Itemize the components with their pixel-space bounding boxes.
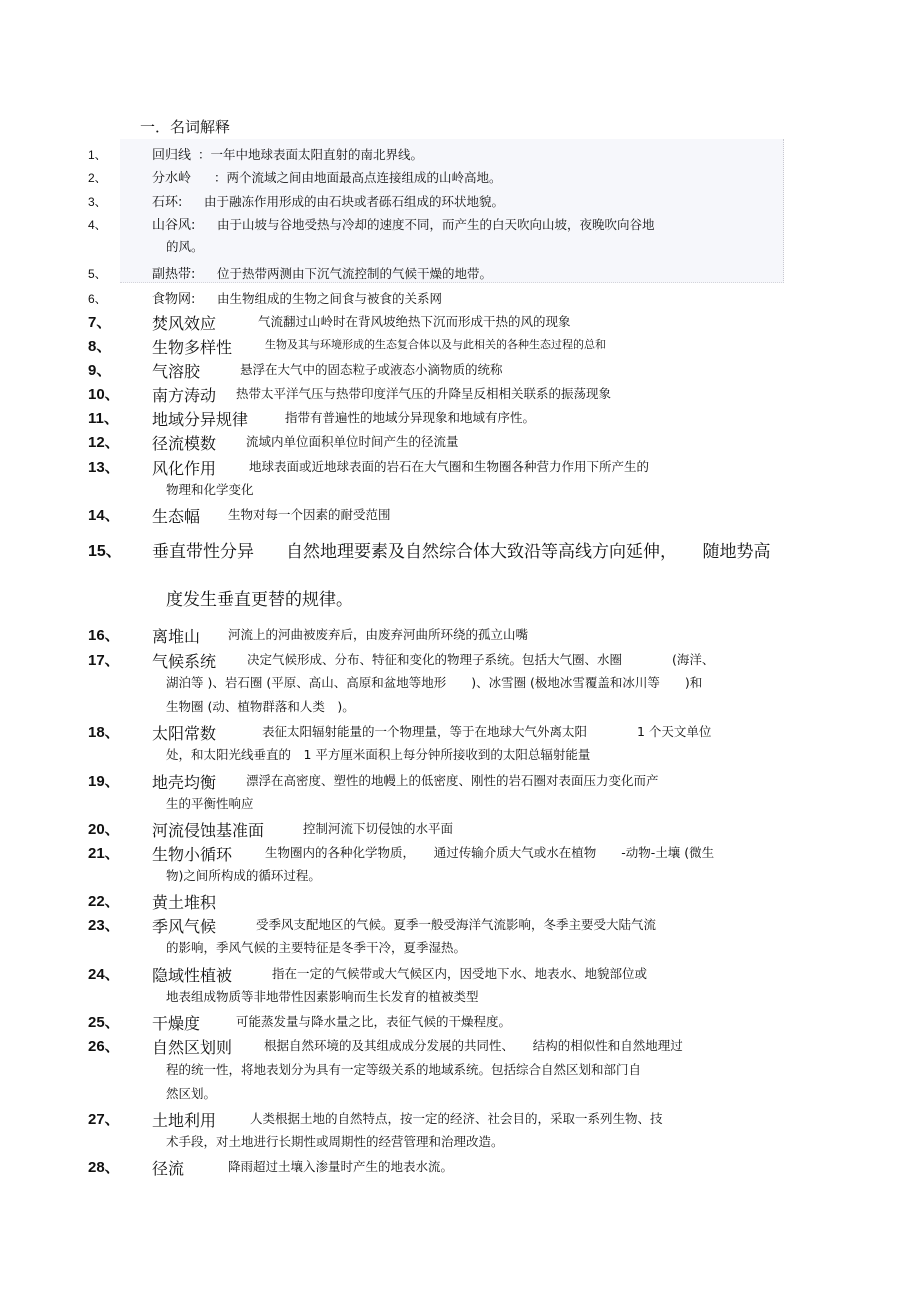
entry-definition: 地球表面或近地球表面的岩石在大气圈和生物圈各种营力作用下所产生的 — [249, 459, 650, 474]
entry-number: 13、 — [88, 459, 120, 476]
entry-term: 副热带: — [152, 267, 196, 282]
entry-term: 季风气候 — [152, 917, 217, 936]
entry-definition-continued: 物理和化学变化 — [166, 482, 254, 497]
entry-term: 垂直带性分异 — [152, 542, 254, 562]
entry-definition: 由生物组成的生物之间食与被食的关系网 — [217, 291, 443, 306]
entry-number: 22、 — [88, 893, 120, 910]
entry-number: 17、 — [88, 652, 120, 669]
entry-number: 2、 — [88, 171, 107, 185]
entry-definition: 漂浮在高密度、塑性的地幔上的低密度、刚性的岩石圈对表面压力变化而产 — [246, 773, 659, 788]
entry-number: 11、 — [88, 410, 119, 427]
entry-definition-continued: 处，和太阳光线垂直的 1 平方厘米面积上每分钟所接收到的太阳总辐射能量 — [166, 747, 591, 762]
entry-term: 黄土堆积 — [152, 893, 217, 912]
entry-term: 生态幅 — [152, 507, 201, 526]
entry-term: 生物小循环 — [152, 845, 233, 864]
entry-term: 气溶胶 — [152, 362, 201, 381]
entry-definition-continued: 物)之间所构成的循环过程。 — [166, 868, 321, 883]
entry-definition-continued: 的风。 — [166, 239, 204, 254]
entry-definition: 由于山坡与谷地受热与冷却的速度不同，而产生的白天吹向山坡，夜晚吹向谷地 — [217, 217, 655, 232]
entry-number: 7、 — [88, 314, 112, 331]
entry-number: 6、 — [88, 292, 107, 306]
entry-number: 19、 — [88, 773, 120, 790]
entry-term: 径流模数 — [152, 434, 217, 453]
entry-number: 21、 — [88, 845, 120, 862]
entry-number: 10、 — [88, 386, 120, 403]
entry-definition: 生物圈内的各种化学物质， 通过传输介质大气或水在植物 -动物-土壤 (微生 — [265, 845, 715, 860]
entry-definition-continued: 然区划。 — [166, 1086, 217, 1101]
entry-number: 3、 — [88, 195, 107, 209]
entry-definition: 降雨超过土壤入渗量时产生的地表水流。 — [228, 1159, 454, 1174]
entry-number: 9、 — [88, 362, 112, 379]
entry-term: 隐域性植被 — [152, 966, 233, 985]
entry-term: 焚风效应 — [152, 314, 217, 333]
entry-definition-continued: 度发生垂直更替的规律。 — [166, 590, 353, 610]
entry-number: 27、 — [88, 1111, 120, 1128]
entry-number: 14、 — [88, 507, 120, 524]
entry-definition-continued: 的影响，季风气候的主要特征是冬季干冷，夏季湿热。 — [166, 940, 467, 955]
entry-definition-continued: 地表组成物质等非地带性因素影响而生长发育的植被类型 — [166, 989, 479, 1004]
entry-number: 5、 — [88, 267, 107, 281]
entry-number: 1、 — [88, 148, 107, 162]
entry-definition: 生物及其与环境形成的生态复合体以及与此相关的各种生态过程的总和 — [265, 338, 606, 351]
entry-term: 风化作用 — [152, 459, 217, 478]
entry-number: 18、 — [88, 724, 120, 741]
entry-definition: 可能蒸发量与降水量之比，表征气候的干燥程度。 — [236, 1014, 512, 1029]
entry-term: 食物网: — [152, 292, 196, 307]
entry-term: 干燥度 — [152, 1014, 201, 1033]
entry-definition-continued: 术手段，对土地进行长期性或周期性的经营管理和治理改造。 — [166, 1134, 504, 1149]
entry-definition: ：两个流域之间由地面最高点连接组成的山岭高地。 — [214, 170, 502, 185]
entry-definition: 悬浮在大气中的固态粒子或液态小滴物质的统称 — [240, 362, 503, 377]
entry-number: 20、 — [88, 821, 120, 838]
entry-term: 南方涛动 — [152, 386, 217, 405]
entry-term: 分水岭 — [152, 171, 192, 186]
entry-number: 4、 — [88, 218, 107, 232]
entry-definition: 决定气候形成、分布、特征和变化的物理子系统。包括大气圈、水圈 (海洋、 — [247, 652, 715, 667]
entry-definition-continued: 程的统一性，将地表划分为具有一定等级关系的地域系统。包括综合自然区划和部门自 — [166, 1062, 642, 1077]
entry-term: 生物多样性 — [152, 338, 233, 357]
entry-number: 8、 — [88, 338, 112, 355]
entry-definition: ：一年中地球表面太阳直射的南北界线。 — [198, 147, 424, 162]
entry-definition: 河流上的河曲被废弃后，由废弃河曲所环绕的孤立山嘴 — [228, 627, 529, 642]
entry-term: 太阳常数 — [152, 724, 217, 743]
entry-definition: 指带有普遍性的地域分异现象和地域有序性。 — [285, 410, 536, 425]
entry-definition: 控制河流下切侵蚀的水平面 — [303, 821, 454, 836]
entry-term: 地域分异规律 — [152, 410, 249, 429]
entry-definition: 由于融冻作用形成的由石块或者砾石组成的环状地貌。 — [204, 194, 505, 209]
entry-definition: 生物对每一个因素的耐受范围 — [228, 507, 391, 522]
entry-number: 25、 — [88, 1014, 120, 1031]
entry-number: 16、 — [88, 627, 120, 644]
entry-term: 回归线 — [152, 148, 192, 163]
entry-definition: 指在一定的气候带或大气候区内，因受地下水、地表水、地貌部位或 — [272, 966, 648, 981]
entry-number: 26、 — [88, 1038, 120, 1055]
entry-number: 24、 — [88, 966, 120, 983]
section-title: 一．名词解释 — [140, 118, 231, 136]
entry-term: 石环: — [152, 195, 183, 210]
entry-number: 15、 — [88, 543, 122, 560]
entry-definition: 人类根据土地的自然特点，按一定的经济、社会目的，采取一系列生物、技 — [250, 1111, 663, 1126]
entry-definition: 热带太平洋气压与热带印度洋气压的升降呈反相相关联系的振荡现象 — [236, 386, 612, 401]
entry-term: 径流 — [152, 1159, 185, 1178]
entry-term: 土地利用 — [152, 1111, 217, 1130]
entry-term: 河流侵蚀基准面 — [152, 821, 265, 840]
entry-term: 气候系统 — [152, 652, 217, 671]
entry-definition: 自然地理要素及自然综合体大致沿等高线方向延伸， 随地势高 — [286, 542, 771, 562]
entry-definition: 根据自然环境的及其组成成分发展的共同性、 结构的相似性和自然地理过 — [264, 1038, 683, 1053]
entry-number: 12、 — [88, 434, 120, 451]
entry-definition: 位于热带两测由下沉气流控制的气候干燥的地带。 — [217, 266, 493, 281]
entry-term: 地壳均衡 — [152, 773, 217, 792]
entry-definition-continued: 湖泊等 )、岩石圈 (平原、高山、高原和盆地等地形 )、冰雪圈 (极地冰雪覆盖和冰川等 )和 — [166, 675, 703, 690]
entry-definition: 受季风支配地区的气候。夏季一般受海洋气流影响，冬季主要受大陆气流 — [256, 917, 657, 932]
entry-definition: 表征太阳辐射能量的一个物理量，等于在地球大气外离太阳 1 个天文单位 — [262, 724, 712, 739]
entry-definition: 流域内单位面积单位时间产生的径流量 — [246, 434, 459, 449]
entry-term: 离堆山 — [152, 627, 201, 646]
entry-number: 23、 — [88, 917, 120, 934]
entry-definition-continued: 生物圈 (动、植物群落和人类 )。 — [166, 699, 355, 714]
entry-term: 山谷风: — [152, 218, 196, 233]
entry-term: 自然区划则 — [152, 1038, 233, 1057]
entry-number: 28、 — [88, 1159, 120, 1176]
entry-definition: 气流翻过山岭时在背风坡绝热下沉而形成干热的风的现象 — [258, 314, 571, 329]
entry-definition-continued: 生的平衡性响应 — [166, 796, 254, 811]
